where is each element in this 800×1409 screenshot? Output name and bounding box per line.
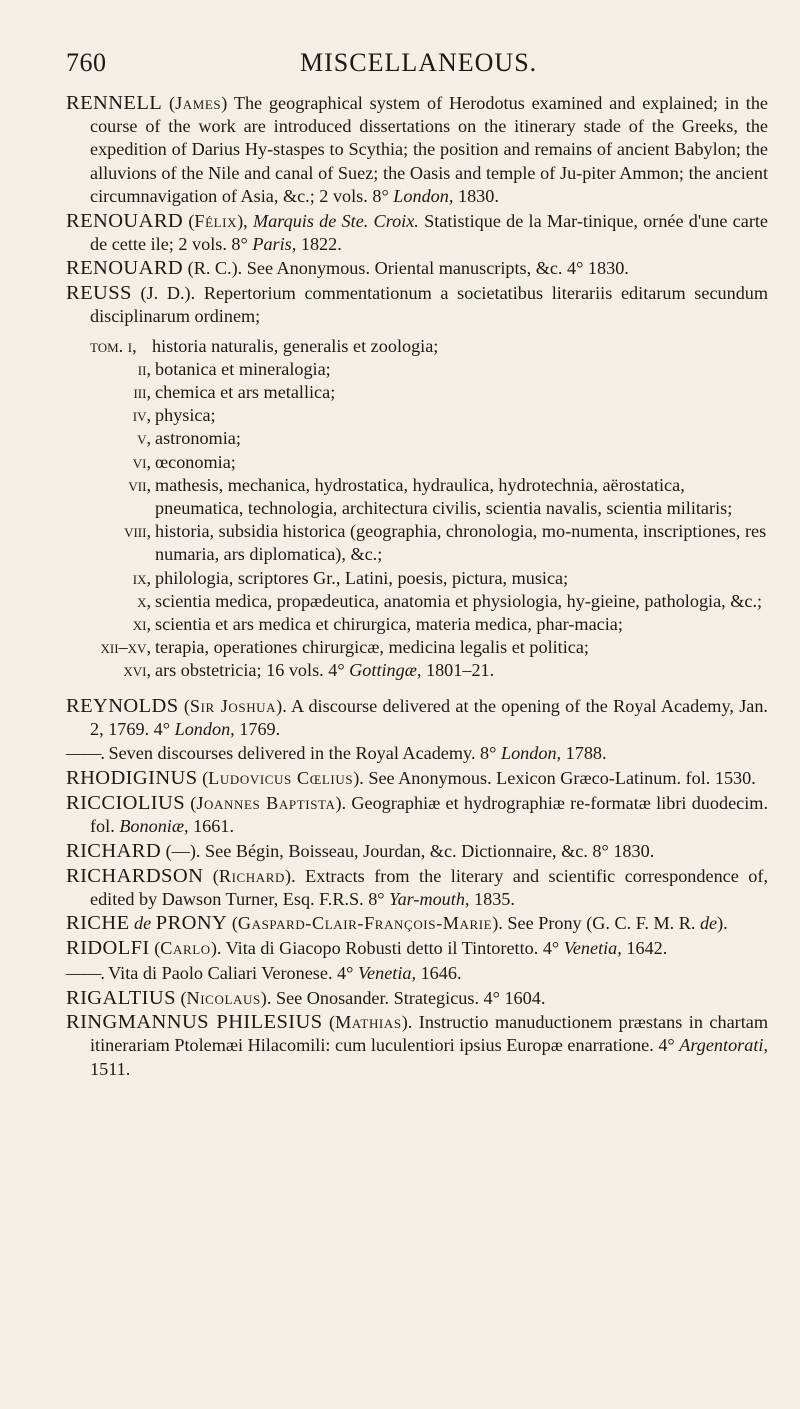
entry-heading: RICCIOLIUS (66, 791, 186, 814)
entry-heading: RENOUARD (66, 209, 184, 232)
entry-heading: RIGALTIUS (66, 986, 176, 1009)
volume-item (66, 358, 768, 381)
entry-year: 1642. (626, 938, 668, 959)
volume-item (66, 381, 768, 404)
entry-place: Bononiæ, (119, 816, 189, 837)
entry-place: London, (174, 718, 235, 739)
entry-heading: RINGMANNUS PHILESIUS (66, 1011, 323, 1034)
entry-particle-tail: de (699, 913, 718, 934)
entry-rennell: RENNELL (James) The geographical system of Herodotus examined and explained; in the course of the work are introduced dissertations on the itinerary stade of the Greeks, the expedition of Darius Hy-staspes to Scythia; the position and remains of ancient Babylon; the alluvions of the Nile and canal of Suez; the Oasis and temple of Ju-piter Ammon; the ancient circumnavigation of Asia, &c.; 2 vols. 8° London, 1830. (66, 92, 768, 206)
volume-item (66, 335, 768, 358)
volume-label: tom. i, (90, 335, 137, 356)
volume-text: œconomia; (155, 451, 236, 472)
volume-text: philologia, scriptores Gr., Latini, poesis, pictura, musica; (155, 567, 569, 588)
volume-item (66, 567, 768, 590)
volume-text: scientia medica, propædeutica, anatomia et physiologia, hy-gieine, pathologia, &c.; (155, 590, 763, 611)
volume-item (66, 474, 768, 520)
entry-year: 1511. (90, 1058, 131, 1079)
entry-ricciolius: RICCIOLIUS (Joannes Baptista). Geographiæ et hydrographiæ re-formatæ libri duodecim. fol. Bononiæ, 1661. (66, 791, 768, 837)
entry-place: London, (500, 743, 562, 764)
entry-place: Venetia, (563, 938, 622, 959)
volume-label: vi, (132, 451, 151, 472)
entry-heading: REUSS (66, 282, 132, 305)
entry-reynolds: REYNOLDS (Sir Joshua). A discourse delivered at the opening of the Royal Academy, Jan. 2, 1769. 4° London, 1769. (66, 694, 768, 739)
entry-text: See Bégin, Boisseau, Jourdan, &c. Dictionnaire, &c. 8° 1830. (205, 840, 655, 861)
entry-name: Félix (194, 210, 238, 231)
entry-name: Nicolaus (186, 987, 261, 1008)
entry-richard (66, 840, 768, 863)
volume-item (66, 427, 768, 450)
volume-item (66, 659, 768, 682)
entry-initials: (J. D.). (140, 283, 196, 304)
entry-name: Mathias (335, 1012, 402, 1033)
entry-text: Extracts from the literary and scientific correspondence of, edited by Dawson Turner, Esq. F.R.S. 8° (90, 865, 769, 909)
volume-item (66, 590, 768, 613)
volume-label: x, (137, 590, 151, 611)
entry-year: 1661. (193, 816, 234, 837)
volume-label: ii, (137, 358, 151, 379)
entry-text: See Onosander. Strategicus. 4° 1604. (275, 987, 546, 1008)
entry-name: Carlo (160, 938, 211, 959)
entry-text: Vita di Paolo Caliari Veronese. 4° (108, 962, 354, 983)
entry-year: 1646. (420, 962, 462, 983)
entry-heading: REYNOLDS (66, 694, 179, 717)
entry-rigaltius: RIGALTIUS (Nicolaus). See Onosander. Strategicus. 4° 1604. (66, 986, 546, 1009)
entry-reuss (66, 282, 768, 328)
entry-name: Gaspard-Clair-François-Marie (237, 913, 493, 934)
entry-richardson: RICHARDSON (Richard). Extracts from the literary and scientific correspondence of, edited by Dawson Turner, Esq. F.R.S. 8° Yar-mouth, 1835. (66, 864, 769, 909)
entry-year: 1830. (457, 185, 499, 206)
entry-particle: de (134, 913, 152, 934)
volume-text: historia naturalis, generalis et zoologia; (152, 335, 439, 356)
entry-renouard-rc (66, 257, 768, 280)
entry-heading: RICHE (66, 912, 130, 935)
volume-text: scientia et ars medica et chirurgica, materia medica, phar-macia; (155, 613, 623, 634)
volume-label: vii, (128, 474, 151, 495)
volume-text: mathesis, mechanica, hydrostatica, hydraulica, hydrotechnia, aërostatica, pneumatica, technologia, architectura civilis, scientia navalis, scientia militaris; (155, 474, 733, 518)
volume-label: xii–xv, (100, 637, 151, 658)
entry-renouard-felix: RENOUARD (Félix), Marquis de Ste. Croix. Statistique de la Mar-tinique, ornée d'une carte de cette ile; 2 vols. 8° Paris, 1822. (66, 209, 769, 254)
volume-label: v, (137, 428, 151, 449)
volume-item (66, 451, 768, 474)
entry-year: 1788. (565, 743, 607, 764)
entry-name: Richard (218, 865, 286, 886)
entry-heading: RICHARDSON (66, 864, 204, 887)
volume-text: ars obstetricia; 16 vols. 4° (155, 660, 345, 681)
entry-name: James (175, 93, 222, 113)
volume-item (66, 613, 768, 636)
entry-heading: RHODIGINUS (66, 767, 198, 790)
volume-text: terapia, operationes chirurgicæ, medicina legalis et politica; (155, 637, 589, 658)
entry-heading: RIDOLFI (66, 937, 150, 960)
volume-label: xi, (132, 613, 151, 634)
volume-label: iv, (132, 405, 151, 426)
entry-text: Geographiæ et hydrographiæ re-formatæ libri duodecim. fol. (90, 792, 768, 837)
volume-text: astronomia; (155, 428, 241, 449)
volume-label: iii, (133, 381, 151, 402)
entry-place: Yar-mouth, (389, 888, 470, 909)
entry-text: Vita di Giacopo Robusti detto il Tintoretto. 4° (225, 938, 560, 959)
entry-text: Statistique de la Mar-tinique, ornée d'une carte de cette ile; 2 vols. 8° (90, 210, 769, 254)
volume-item (66, 520, 768, 566)
entry-heading: RENNELL (66, 92, 163, 114)
entry-riche-de-prony: RICHE de PRONY (Gaspard-Clair-François-Marie). See Prony (G. C. F. M. R. de). (66, 912, 728, 935)
entry-text: Repertorium commentationum a societatibus literariis editarum secundum disciplinarum ordinem; (90, 283, 769, 327)
entry-heading: RENOUARD (66, 257, 184, 280)
bibliography-entries (66, 92, 768, 1081)
reuss-volume-list (66, 335, 768, 683)
volume-label: xvi, (123, 660, 151, 681)
entry-year: 1822. (300, 233, 342, 254)
entry-reynolds-2 (66, 742, 768, 765)
entry-name: Joannes Baptista (196, 792, 336, 813)
volume-text: physica; (155, 405, 216, 426)
entry-initials: (R. C.). (187, 258, 243, 279)
entry-place: Gottingæ, (349, 660, 422, 681)
entry-year: 1801–21. (425, 660, 495, 681)
entry-heading-2: PRONY (155, 912, 228, 935)
entry-place: Paris, (252, 233, 297, 254)
volume-text: historia, subsidia historica (geographia, chronologia, mo-numenta, inscriptiones, res numaria, ars diplomatica), &c.; (155, 521, 767, 565)
entry-place: Argentorati, (679, 1035, 768, 1056)
volume-text: botanica et mineralogia; (155, 358, 331, 379)
ditto-dash: ——. (66, 962, 104, 983)
entry-year: 1769. (239, 718, 281, 739)
entry-text: The geographical system of Herodotus examined and explained; in the course of the work are introduced dissertations on the itinerary stade of the Greeks, the expedition of Darius Hy-staspes to Scythia; the position and remains of ancient Babylon; the alluvions of the Nile and canal of Suez; the Oasis and temple of Ju-piter Ammon; the ancient circumnavigation of Asia, &c.; 2 vols. 8° (90, 93, 768, 206)
entry-text: See Prony (G. C. F. M. R. (507, 913, 696, 934)
entry-heading: RICHARD (66, 839, 162, 862)
entry-name: Ludovicus Cœlius (208, 768, 354, 789)
entry-text: Instructio manuductionem præstans in chartam itinerariam Ptolemæi Hilacomili: cum luculentiori ipsius Europæ enarratione. 4° (90, 1012, 768, 1056)
entry-tail: ). (717, 913, 728, 934)
entry-place: Venetia, (357, 962, 417, 983)
ditto-dash: ——. (66, 743, 104, 764)
entry-title-italic: Marquis de Ste. Croix. (252, 210, 419, 231)
volume-item (66, 636, 768, 659)
volume-text: chemica et ars metallica; (155, 381, 336, 402)
page-number: 760 (66, 48, 107, 77)
volume-item (66, 404, 768, 427)
running-header (66, 40, 768, 80)
entry-initials: (—). (165, 840, 201, 861)
entry-ridolfi-2 (66, 962, 768, 985)
entry-text: Seven discourses delivered in the Royal Academy. 8° (108, 743, 497, 764)
entry-ringmannus: RINGMANNUS PHILESIUS (Mathias). Instructio manuductionem præstans in chartam itinerariam Ptolemæi Hilacomili: cum luculentiori ipsius Europæ enarratione. 4° Argentorati, 1511. (66, 1011, 768, 1079)
volume-label: viii, (124, 521, 151, 542)
entry-year: 1835. (474, 888, 515, 909)
volume-label: ix, (132, 567, 151, 588)
entry-rhodiginus: RHODIGINUS (Ludovicus Cœlius). See Anonymous. Lexicon Græco-Latinum. fol. 1530. (66, 767, 756, 790)
page-title: MISCELLANEOUS. (300, 48, 538, 77)
entry-ridolfi: RIDOLFI (Carlo). Vita di Giacopo Robusti detto il Tintoretto. 4° Venetia, 1642. (66, 937, 668, 960)
entry-text: A discourse delivered at the opening of the Royal Academy, Jan. 2, 1769. 4° (90, 695, 768, 739)
entry-text: See Anonymous. Lexicon Græco-Latinum. fol. 1530. (368, 768, 756, 789)
page (66, 40, 768, 1082)
entry-text: See Anonymous. Oriental manuscripts, &c. 4° 1830. (246, 258, 629, 279)
entry-place: London, (393, 185, 454, 206)
entry-name: Sir Joshua (189, 695, 277, 716)
